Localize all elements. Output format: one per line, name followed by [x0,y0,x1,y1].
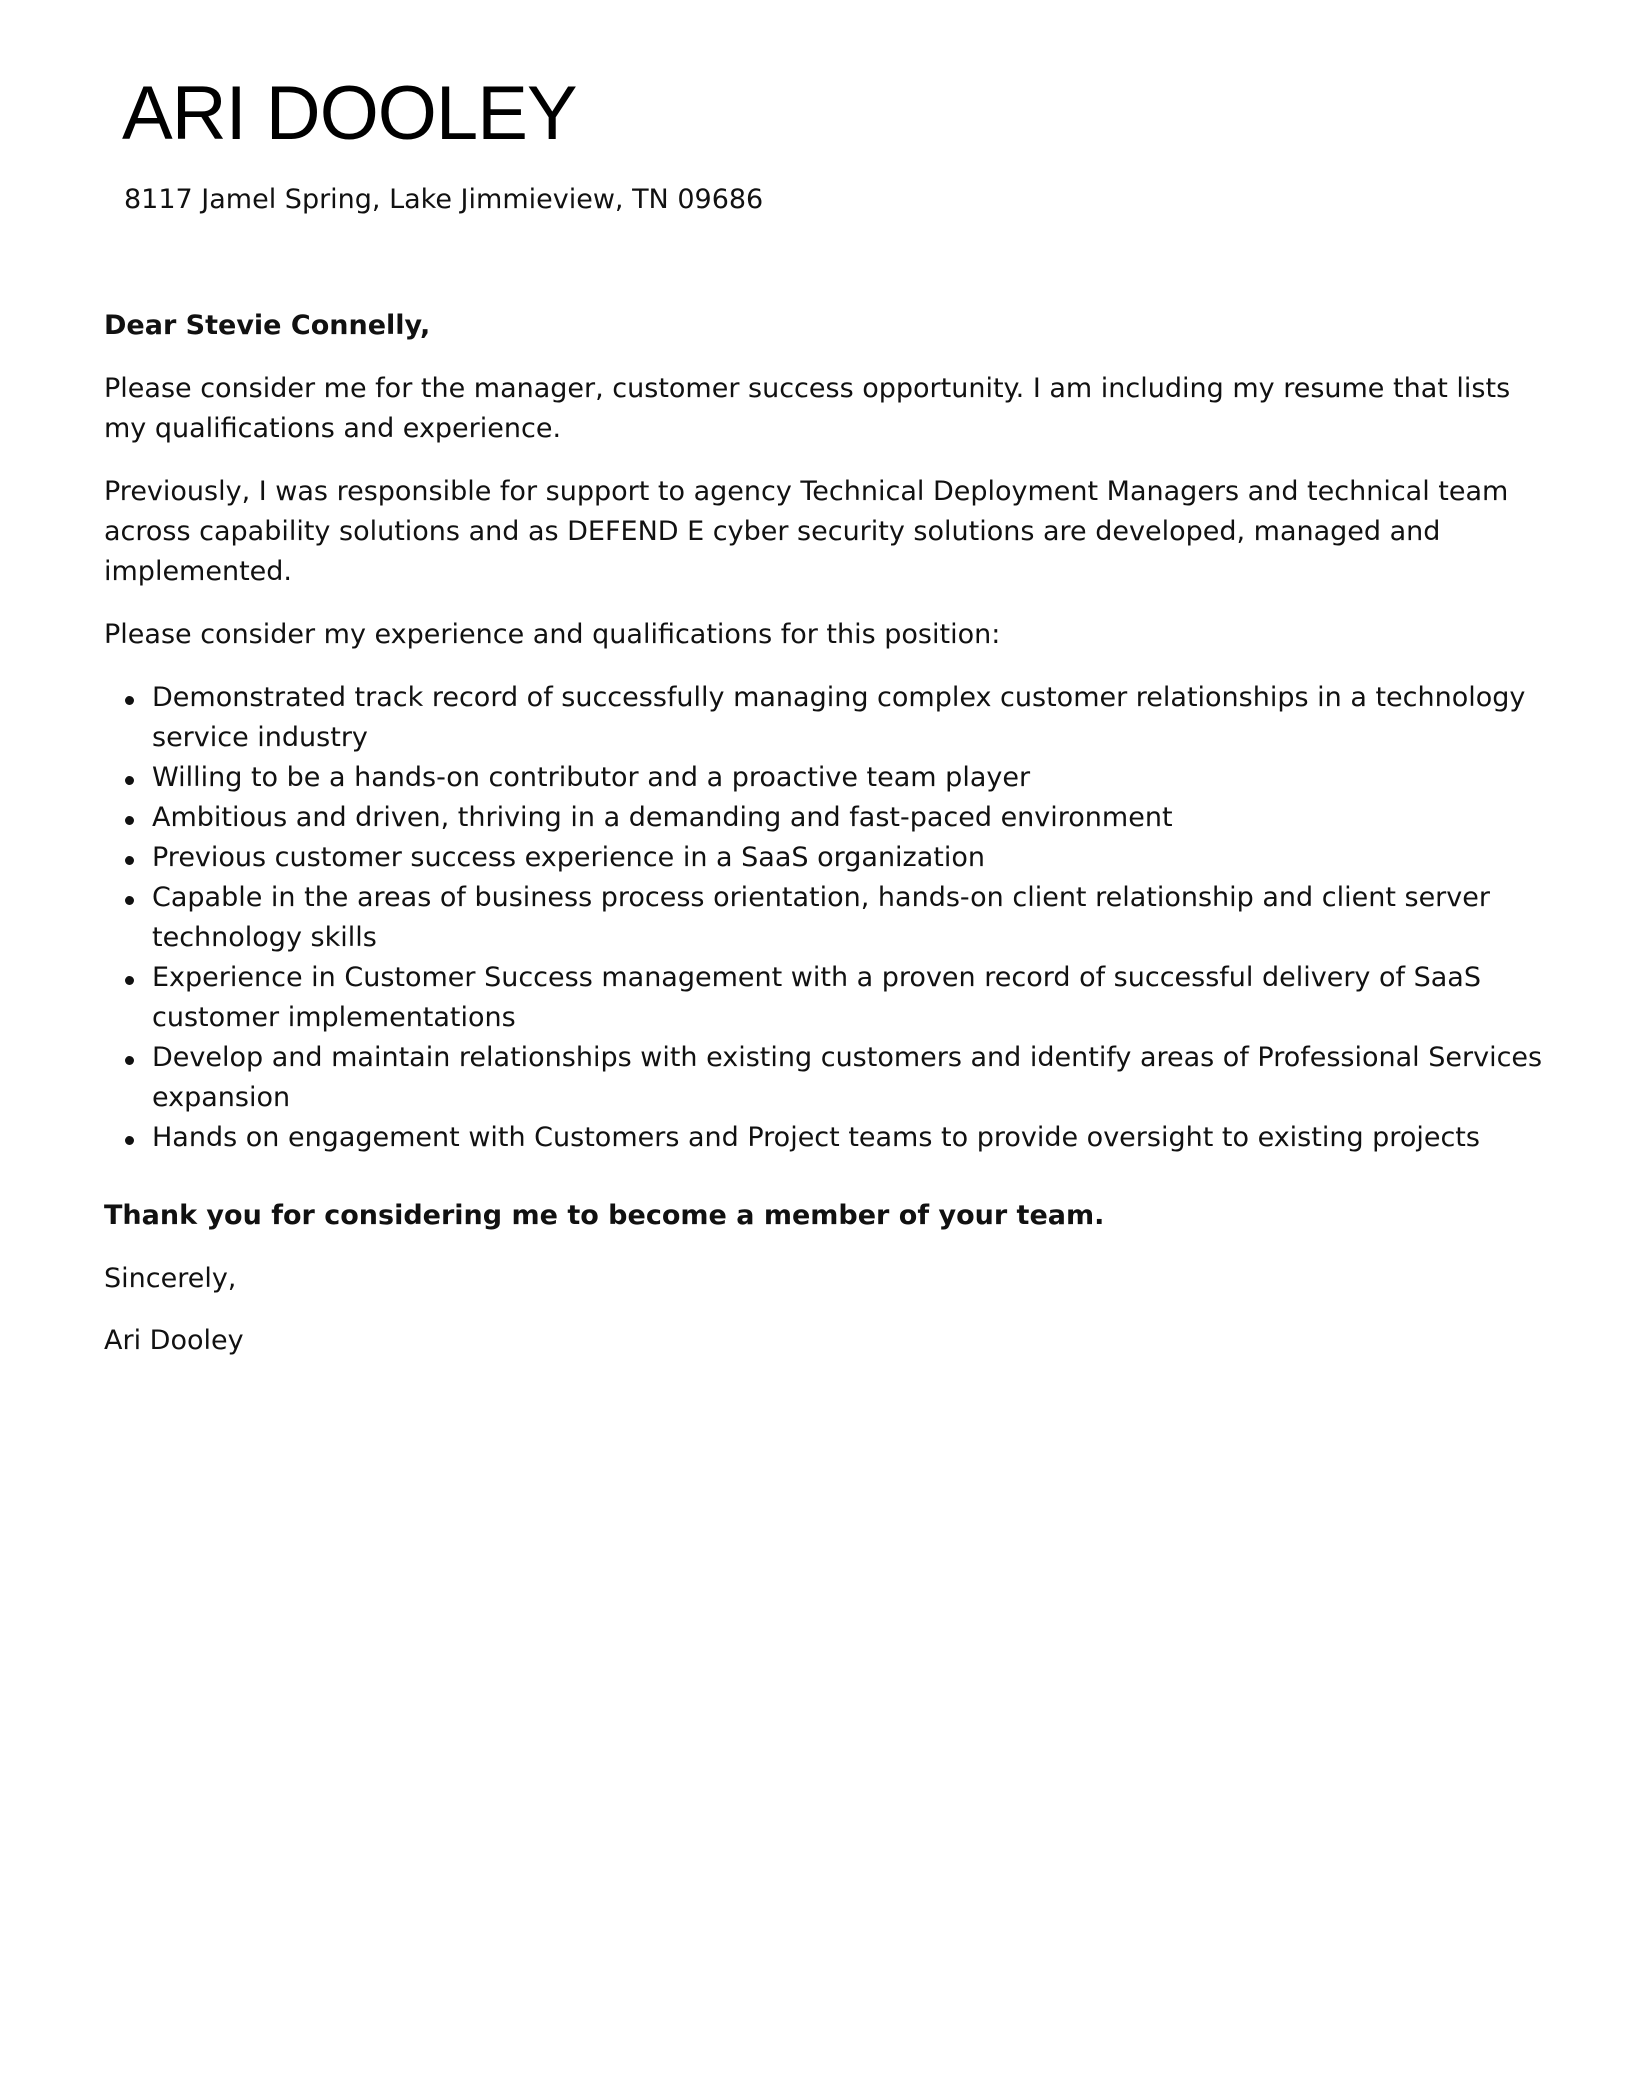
list-item-text: Develop and maintain relationships with existing customers and identify areas of Professional Services expansion [152,1042,1543,1113]
list-item-text: Ambitious and driven, thriving in a demanding and fast-paced environment [152,802,1173,833]
experience-paragraph: Previously, I was responsible for support to agency Technical Deployment Managers and technical team across capability solutions and as DEFEND E cyber security solutions are developed, managed and implemented. [104,476,1509,587]
list-item [152,1118,1544,1158]
salutation: Dear Stevie Connelly, [104,310,431,341]
list-item [152,758,1544,798]
list-item [152,878,1544,958]
list-item-text: Willing to be a hands-on contributor and a proactive team player [152,762,1031,793]
intro-paragraph: Please consider me for the manager, customer success opportunity. I am including my resume that lists my qualifications and experience. [104,373,1511,444]
list-item-text: Capable in the areas of business process orientation, hands-on client relationship and client server technology skills [152,882,1490,953]
list-item-text: Hands on engagement with Customers and Project teams to provide oversight to existing projects [152,1122,1480,1153]
list-item [152,798,1544,838]
bullet-icon [125,776,134,785]
list-item-text: Previous customer success experience in a SaaS organization [152,842,985,873]
letter-body [104,306,1544,1383]
bullet-icon [125,696,134,705]
list-item [152,958,1544,1038]
applicant-name: ARI DOOLEY [122,71,577,156]
list-item [152,678,1544,758]
list-item-text: Demonstrated track record of successfully managing complex customer relationships in a technology service industry [152,682,1526,753]
applicant-address: 8117 Jamel Spring, Lake Jimmieview, TN 09686 [124,184,764,215]
signoff: Sincerely, [104,1263,237,1294]
list-item-text: Experience in Customer Success management with a proven record of successful delivery of SaaS customer implementations [152,962,1481,1033]
bullet-icon [125,1056,134,1065]
closing-thanks: Thank you for considering me to become a member of your team. [104,1200,1105,1231]
bullet-icon [125,896,134,905]
qualifications-list [104,678,1544,1158]
list-item [152,838,1544,878]
bullet-icon [125,856,134,865]
bullet-icon [125,976,134,985]
qualifications-intro: Please consider my experience and qualifications for this position: [104,619,1001,650]
bullet-icon [125,816,134,825]
list-item [152,1038,1544,1118]
signature-name: Ari Dooley [104,1325,244,1356]
bullet-icon [125,1136,134,1145]
